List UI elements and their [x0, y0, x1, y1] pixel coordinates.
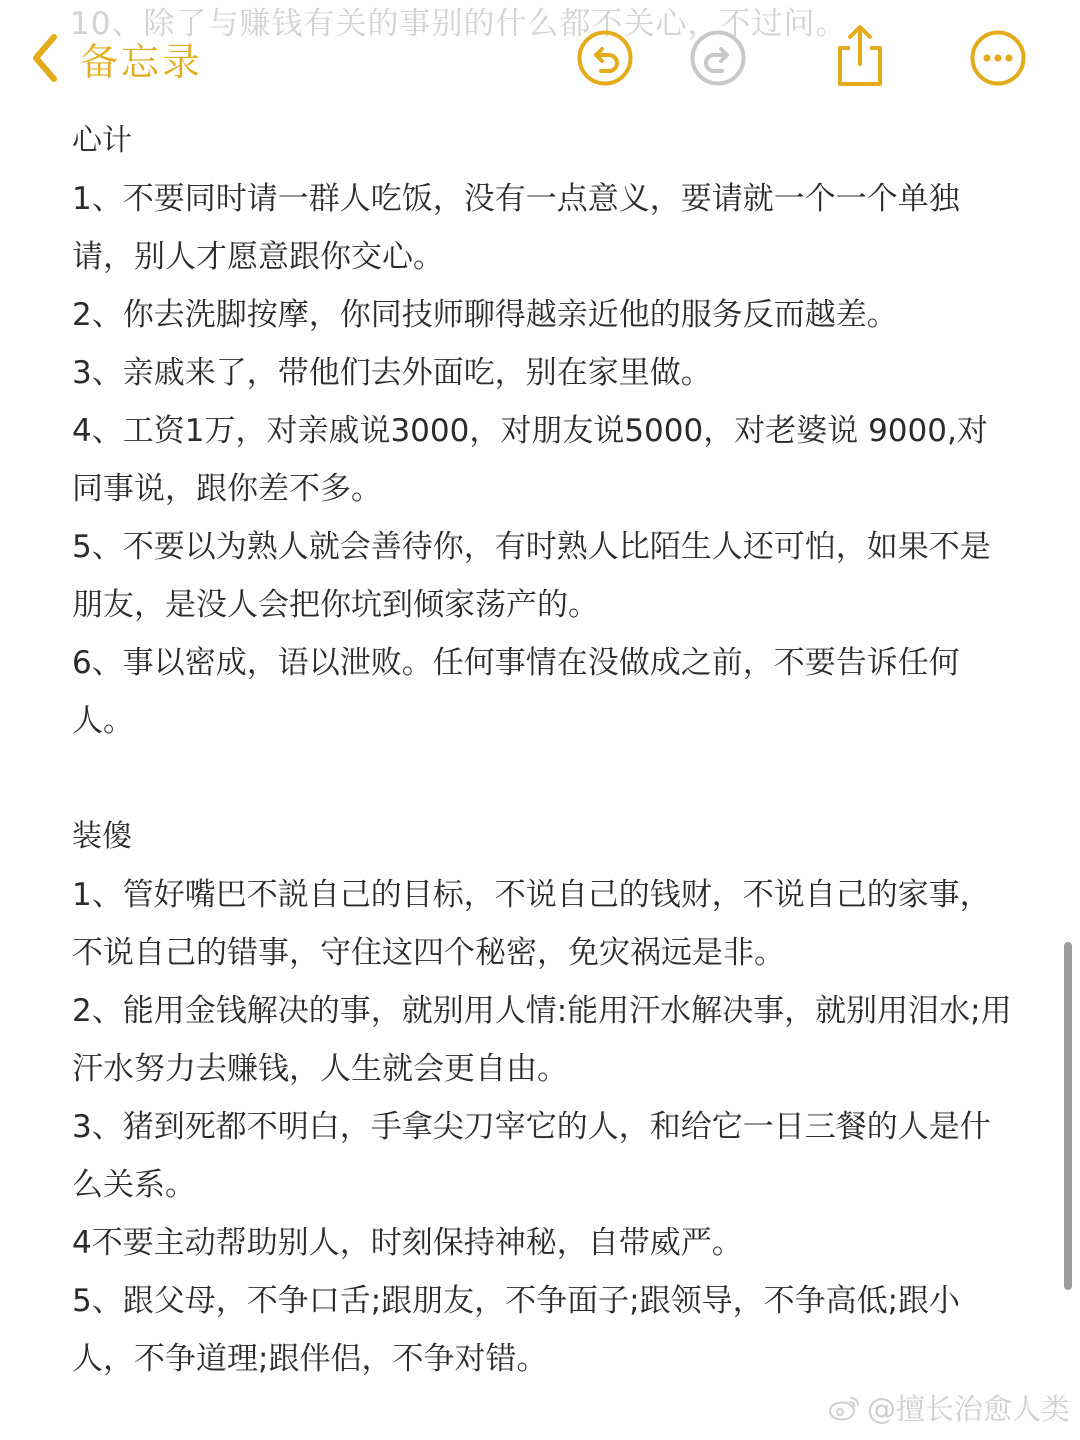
note-item: 5、不要以为熟人就会善待你，有时熟人比陌生人还可怕，如果不是朋友，是没人会把你坑到倾家荡产的。 — [72, 529, 991, 623]
note-item: 2、能用金钱解决的事，就别用人情:能用汗水解决事，就别用泪水;用汗水努力去赚钱，人生就会更自由。 — [72, 993, 1012, 1087]
share-icon — [832, 24, 888, 88]
undo-icon — [577, 30, 633, 86]
note-item: 1、管好嘴巴不説自己的目标，不说自己的钱财，不说自己的家事，不说自己的错事，守住这四个秘密，免灾祸远是非。 — [72, 877, 991, 971]
share-button[interactable] — [832, 24, 888, 88]
weibo-watermark — [829, 1387, 1070, 1428]
note-item: 3、猪到死都不明白，手拿尖刀宰它的人，和给它一日三餐的人是什么关系。 — [72, 1109, 991, 1203]
undo-button[interactable] — [577, 30, 633, 86]
blank-line — [72, 750, 1012, 808]
note-item: 4不要主动帮助别人，时刻保持神秘，自带威严。 — [72, 1225, 743, 1261]
redo-icon — [690, 30, 746, 86]
chevron-left-icon — [30, 33, 60, 83]
watermark-text: @擅长治愈人类 — [866, 1392, 1070, 1426]
weibo-logo-icon — [829, 1395, 861, 1421]
notes-toolbar — [0, 0, 1080, 115]
note-item: 4、工资1万，对亲戚说3000，对朋友说5000，对老婆说 9000,对同事说，跟你差不多。 — [72, 413, 988, 507]
more-options-button[interactable] — [970, 30, 1026, 86]
scrolled-text-under-toolbar: 10、除了与赚钱有关的事别的什么都不关心，不过问。 — [70, 6, 848, 42]
back-label: 备忘录 — [80, 39, 204, 84]
section-heading-xinji: 心计 — [72, 123, 132, 158]
redo-button[interactable] — [690, 30, 746, 86]
note-item: 3、亲戚来了，带他们去外面吃，别在家里做。 — [72, 355, 712, 391]
vertical-scrollbar[interactable] — [1064, 942, 1072, 1290]
note-item: 2、你去洗脚按摩，你同技师聊得越亲近他的服务反而越差。 — [72, 297, 898, 333]
note-item: 1、不要同时请一群人吃饭，没有一点意义，要请就一个一个单独请，别人才愿意跟你交心。 — [72, 181, 960, 275]
note-body[interactable] — [72, 112, 1012, 1388]
more-icon — [970, 30, 1026, 86]
section-heading-zhuangsha: 装傻 — [72, 819, 132, 854]
note-item: 6、事以密成，语以泄败。任何事情在没做成之前，不要告诉任何人。 — [72, 645, 960, 739]
note-item: 5、跟父母，不争口舌;跟朋友，不争面子;跟领导，不争高低;跟小人，不争道理;跟伴侣，不争对错。 — [72, 1283, 961, 1377]
back-button[interactable] — [30, 30, 203, 86]
